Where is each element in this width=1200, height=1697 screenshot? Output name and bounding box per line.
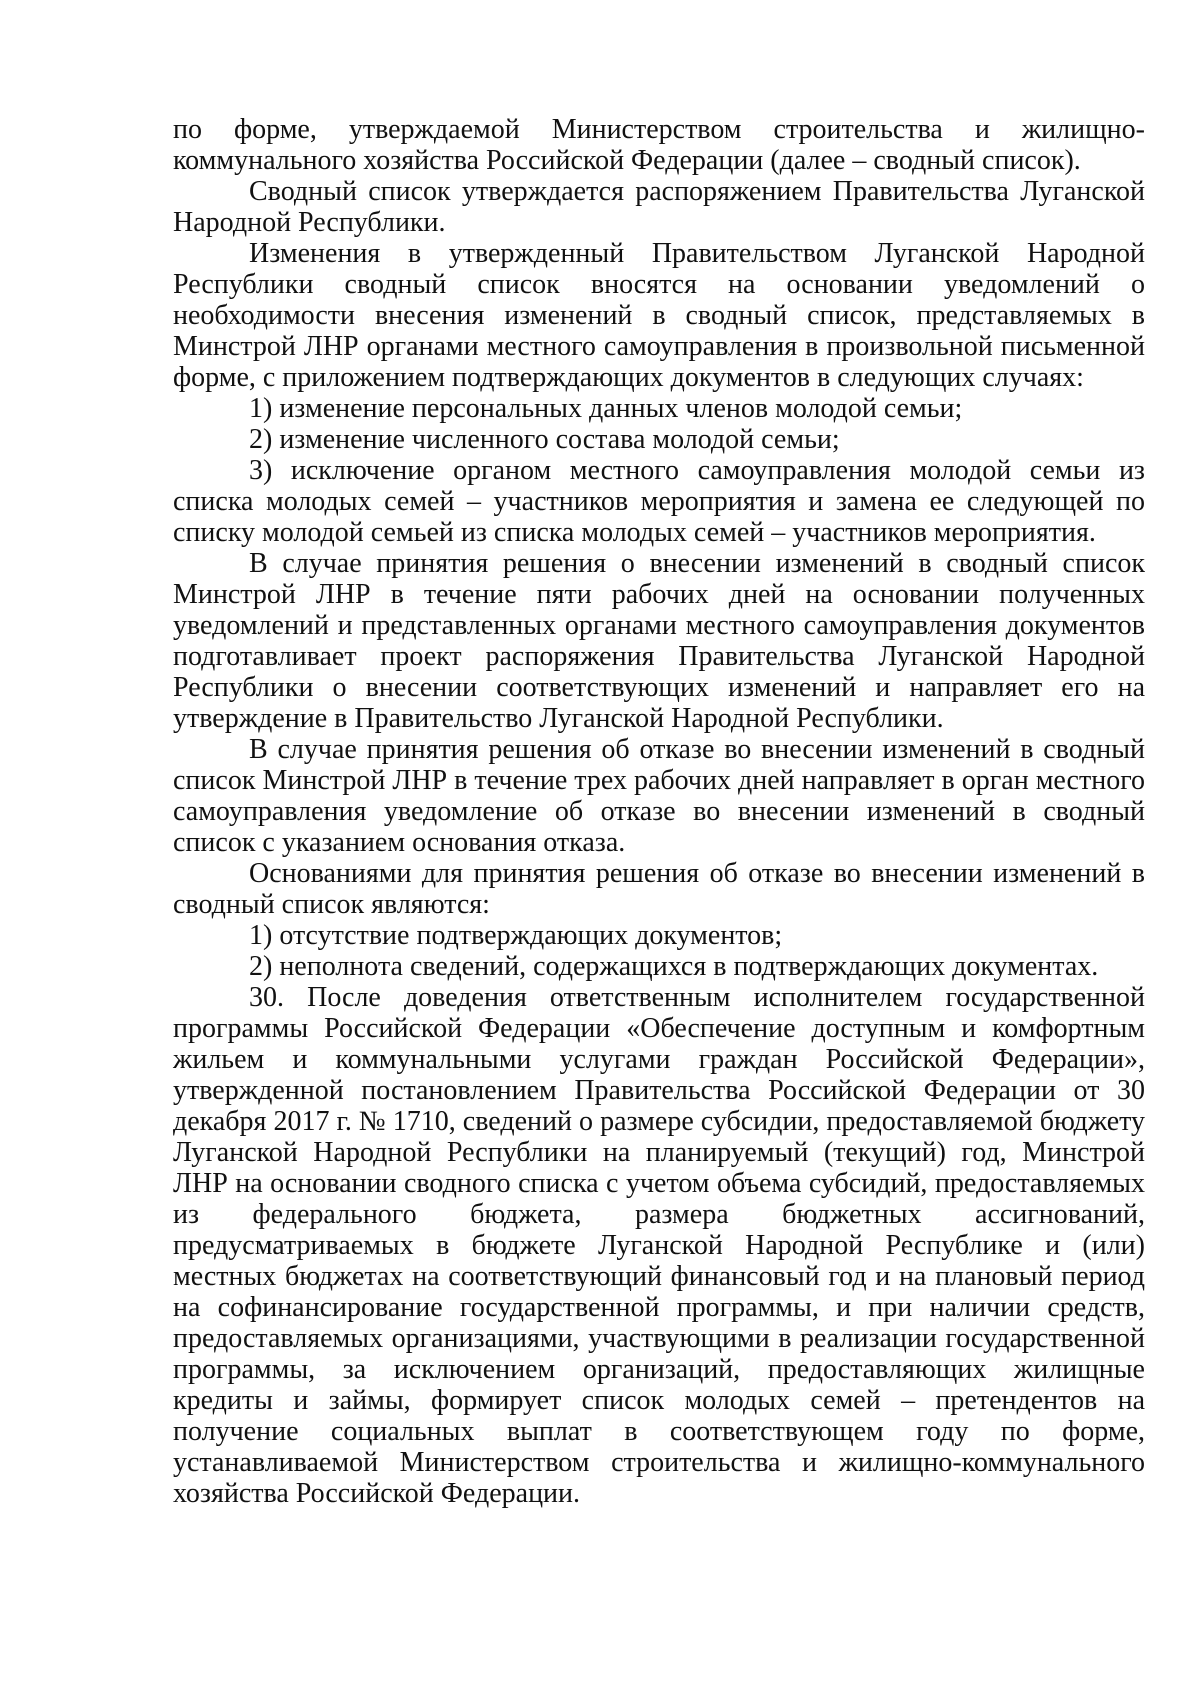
paragraph-continuation: по форме, утверждаемой Министерством строительства и жилищно-коммунального хозяйства Российской Федерации (далее – сводный список).: [173, 114, 1145, 176]
list-item-1: 1) изменение персональных данных членов молодой семьи;: [249, 393, 963, 424]
document-page: [173, 114, 1145, 1509]
paragraph-approval: Сводный список утверждается распоряжением Правительства Луганской Народной Республики.: [173, 176, 1145, 238]
paragraph-changes: Изменения в утвержденный Правительством Луганской Народной Республики сводный список вносятся на основании уведомлений о необходимости внесения изменений в сводный список, представляемых в Минстрой ЛНР органами местного самоуправления в произвольной письменной форме, с приложением подтверждающих документов в следующих случаях:: [173, 238, 1145, 393]
grounds-item-1: 1) отсутствие подтверждающих документов;: [249, 920, 783, 951]
list-item-3: 3) исключение органом местного самоуправления молодой семьи из списка молодых семей – участников мероприятия и замена ее следующей по списку молодой семьей из списка молодых семей – участников мероприятия.: [173, 455, 1145, 548]
paragraph-decision-changes: В случае принятия решения о внесении изменений в сводный список Минстрой ЛНР в течение пяти рабочих дней на основании полученных уведомлений и представленных органами местного самоуправления документов подготавливает проект распоряжения Правительства Луганской Народной Республики о внесении соответствующих изменений и направляет его на утверждение в Правительство Луганской Народной Республики.: [173, 548, 1145, 734]
paragraph-refusal-grounds: Основаниями для принятия решения об отказе во внесении изменений в сводный список являются:: [173, 858, 1145, 920]
paragraph-section-30: 30. После доведения ответственным исполнителем государственной программы Российской Федерации «Обеспечение доступным и комфортным жильем и коммунальными услугами граждан Российской Федерации», утвержденной постановлением Правительства Российской Федерации от 30 декабря 2017 г. № 1710, сведений о размере субсидии, предоставляемой бюджету Луганской Народной Республики на планируемый (текущий) год, Минстрой ЛНР на основании сводного списка с учетом объема субсидий, предоставляемых из федерального бюджета, размера бюджетных ассигнований, предусматриваемых в бюджете Луганской Народной Республике и (или) местных бюджетах на соответствующий финансовый год и на плановый период на софинансирование государственной программы, и при наличии средств, предоставляемых организациями, участвующими в реализации государственной программы, за исключением организаций, предоставляющих жилищные кредиты и займы, формирует список молодых семей – претендентов на получение социальных выплат в соответствующем году по форме, устанавливаемой Министерством строительства и жилищно-коммунального хозяйства Российской Федерации.: [173, 982, 1145, 1509]
list-item-2: 2) изменение численного состава молодой семьи;: [249, 424, 840, 455]
paragraph-decision-refusal: В случае принятия решения об отказе во внесении изменений в сводный список Минстрой ЛНР в течение трех рабочих дней направляет в орган местного самоуправления уведомление об отказе во внесении изменений в сводный список с указанием основания отказа.: [173, 734, 1145, 858]
grounds-item-2: 2) неполнота сведений, содержащихся в подтверждающих документах.: [249, 951, 1099, 982]
